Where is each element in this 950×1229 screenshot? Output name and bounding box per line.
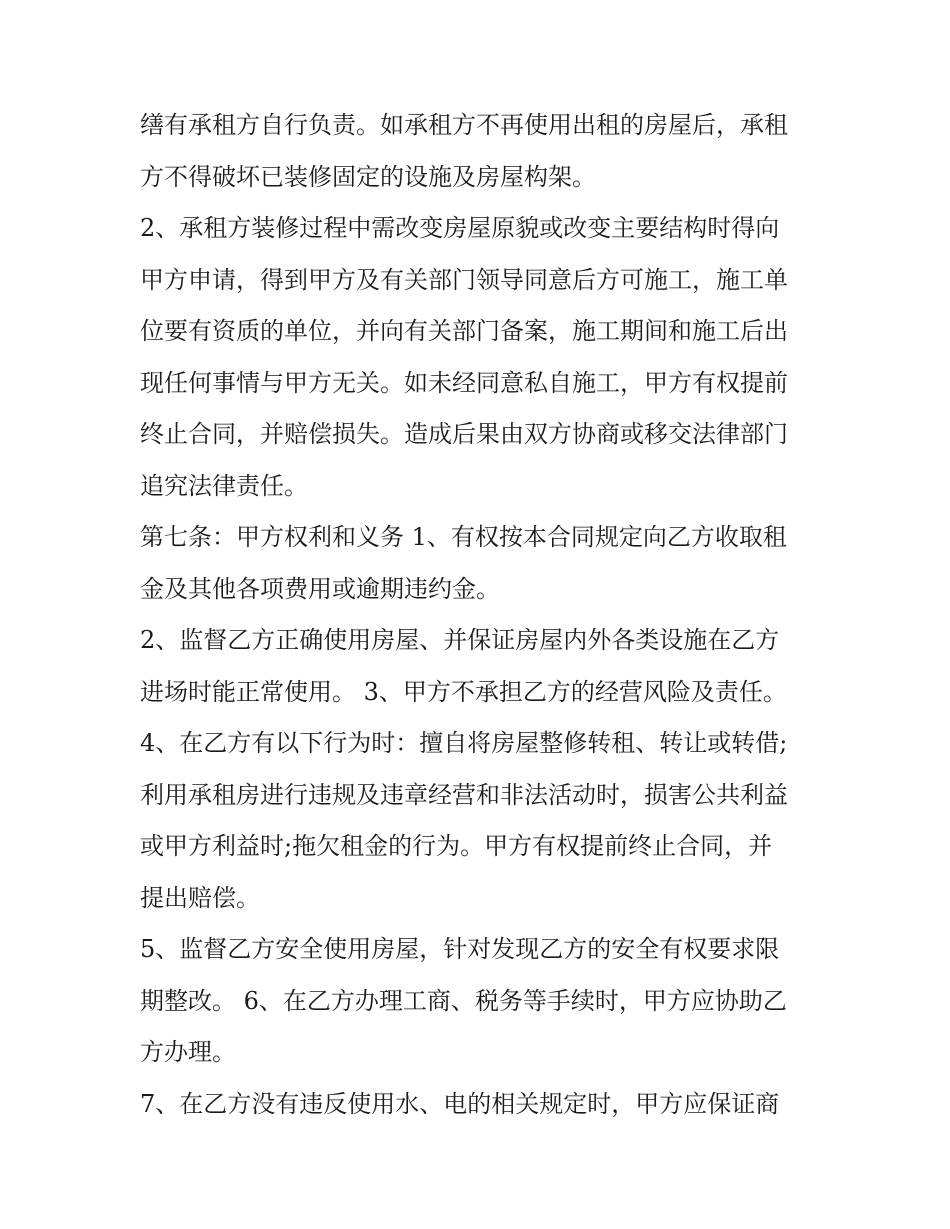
paragraph-article-7 — [140, 512, 820, 615]
text-line: 追究法律责任。 — [140, 471, 308, 500]
text-line: 期整改。 6、在乙方办理工商、税务等手续时，甲方应协助乙 — [140, 986, 787, 1015]
text-line: 方不得破坏已装修固定的设施及房屋构架。 — [140, 162, 596, 191]
paragraph-clause-2-renovation — [140, 203, 820, 512]
text-line: 终止合同，并赔偿损失。造成后果由双方协商或移交法律部门 — [140, 420, 788, 448]
text-line: 方办理。 — [140, 1038, 236, 1066]
paragraph-clause-7 — [140, 1079, 820, 1131]
text-line: 提出赔偿。 — [140, 883, 260, 912]
text-line: 位要有资质的单位，并向有关部门备案，施工期间和施工后出 — [140, 317, 788, 345]
paragraph-clause-2-supervision — [140, 615, 820, 718]
text-line: 第七条：甲方权利和义务 1、有权按本合同规定向乙方收取租 — [140, 523, 787, 551]
text-line: 5、监督乙方安全使用房屋，针对发现乙方的安全有权要求限 — [140, 935, 780, 963]
text-line: 2、承租方装修过程中需改变房屋原貌或改变主要结构时得向 — [140, 214, 780, 242]
text-line: 进场时能正常使用。 3、甲方不承担乙方的经营风险及责任。 — [140, 677, 787, 706]
text-line: 甲方申请，得到甲方及有关部门领导同意后方可施工，施工单 — [140, 265, 788, 294]
text-line: 或甲方利益时;拖欠租金的行为。甲方有权提前终止合同，并 — [140, 832, 773, 860]
text-line: 现任何事情与甲方无关。如未经同意私自施工，甲方有权提前 — [140, 368, 788, 397]
paragraph-clause-5 — [140, 924, 820, 1079]
text-line: 2、监督乙方正确使用房屋、并保证房屋内外各类设施在乙方 — [140, 626, 780, 654]
text-line: 利用承租房进行违规及违章经营和非法活动时，损害公共利益 — [140, 780, 788, 809]
paragraph-clause-4 — [140, 718, 820, 924]
text-line: 4、在乙方有以下行为时：擅自将房屋整修转租、转让或转借; — [140, 729, 788, 757]
paragraph-repair-clause-continued — [140, 100, 820, 203]
text-line: 缮有承租方自行负责。如承租方不再使用出租的房屋后，承租 — [140, 111, 788, 139]
document-body — [140, 100, 820, 1130]
text-line: 金及其他各项费用或逾期违约金。 — [140, 574, 500, 603]
text-line: 7、在乙方没有违反使用水、电的相关规定时，甲方应保证商 — [140, 1089, 780, 1118]
